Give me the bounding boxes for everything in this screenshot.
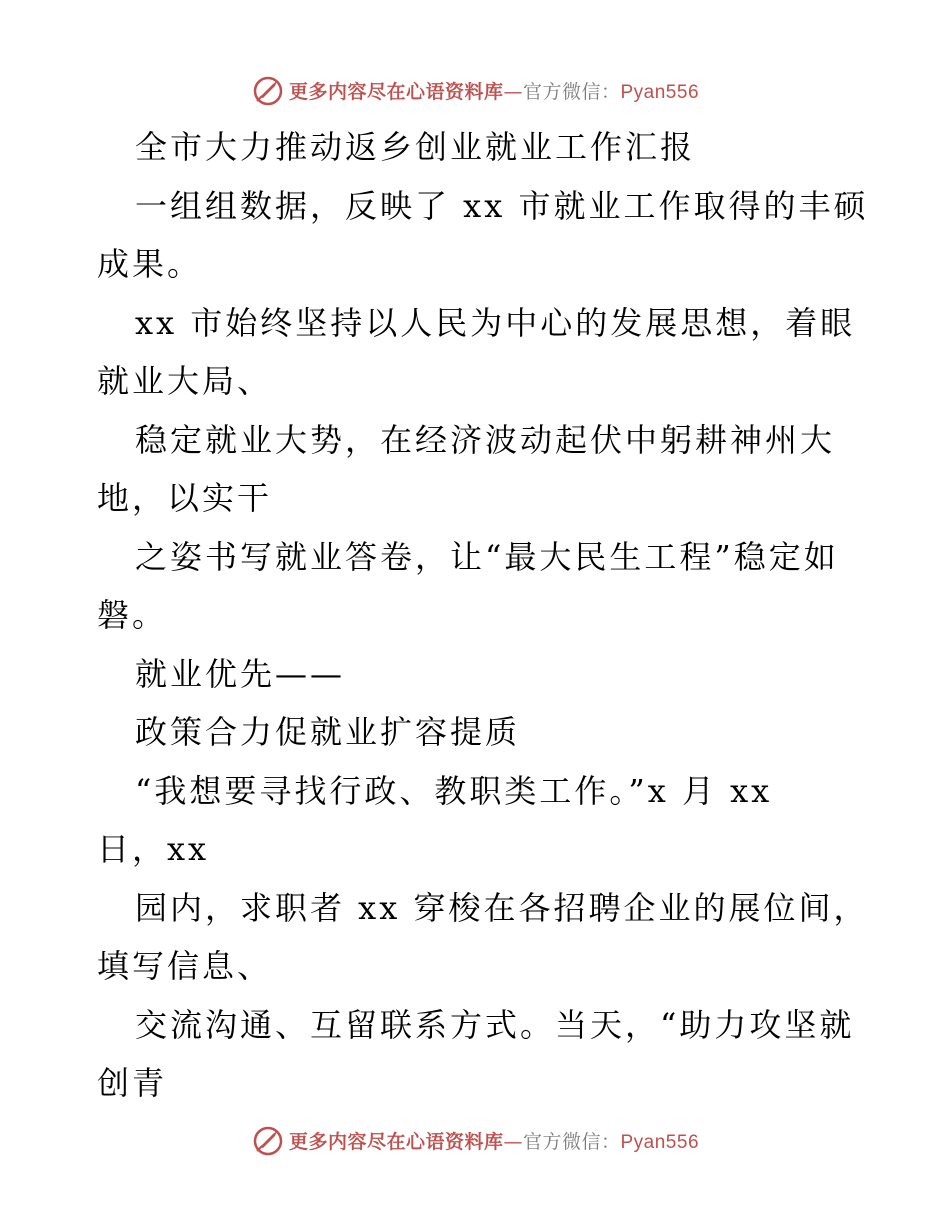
paragraph-line: 创青	[97, 1064, 168, 1102]
watermark-official-label: 官方微信：	[522, 80, 621, 103]
quill-pen-logo-icon	[251, 73, 285, 107]
paragraph-line: 日，xx	[97, 830, 210, 868]
watermark-brand: 更多内容尽在心语资料库	[288, 1130, 504, 1153]
watermark-text	[289, 77, 699, 104]
paragraph-line: 成果。	[97, 245, 203, 283]
watermark-dash: —	[503, 1130, 523, 1153]
watermark-text	[289, 1127, 699, 1154]
section-subheading: 政策合力促就业扩容提质	[135, 713, 521, 751]
paragraph-line: 填写信息、	[97, 947, 273, 985]
paragraph-line: 园内，求职者 xx 穿梭在各招聘企业的展位间，	[135, 889, 869, 927]
quill-pen-logo-icon	[251, 1123, 285, 1157]
watermark-official-label: 官方微信：	[522, 1130, 621, 1153]
paragraph-line: 之姿书写就业答卷，让“最大民生工程”稳定如	[135, 538, 839, 576]
watermark-dash: —	[503, 80, 523, 103]
section-heading: 就业优先——	[135, 655, 346, 693]
watermark-brand: 更多内容尽在心语资料库	[288, 80, 504, 103]
document-title: 全市大力推动返乡创业就业工作汇报	[135, 128, 696, 166]
paragraph-line: 地，以实干	[97, 479, 273, 517]
paragraph-line: 交流沟通、互留联系方式。当天，“助力攻坚就	[135, 1006, 855, 1044]
watermark-wechat-id: Pyan556	[620, 81, 700, 103]
paragraph-line: 就业大局、	[97, 362, 273, 400]
paragraph-line: “我想要寻找行政、教职类工作。”x 月 xx	[135, 772, 773, 810]
paragraph-line: xx 市始终坚持以人民为中心的发展思想，着眼	[135, 304, 856, 342]
watermark-wechat-id: Pyan556	[620, 1131, 700, 1153]
paragraph-line: 磐。	[97, 596, 168, 634]
footer-watermark	[0, 1120, 950, 1160]
header-watermark	[0, 70, 950, 110]
paragraph-line: 一组组数据，反映了 xx 市就业工作取得的丰硕	[135, 187, 869, 225]
paragraph-line: 稳定就业大势，在经济波动起伏中躬耕神州大	[135, 421, 836, 459]
